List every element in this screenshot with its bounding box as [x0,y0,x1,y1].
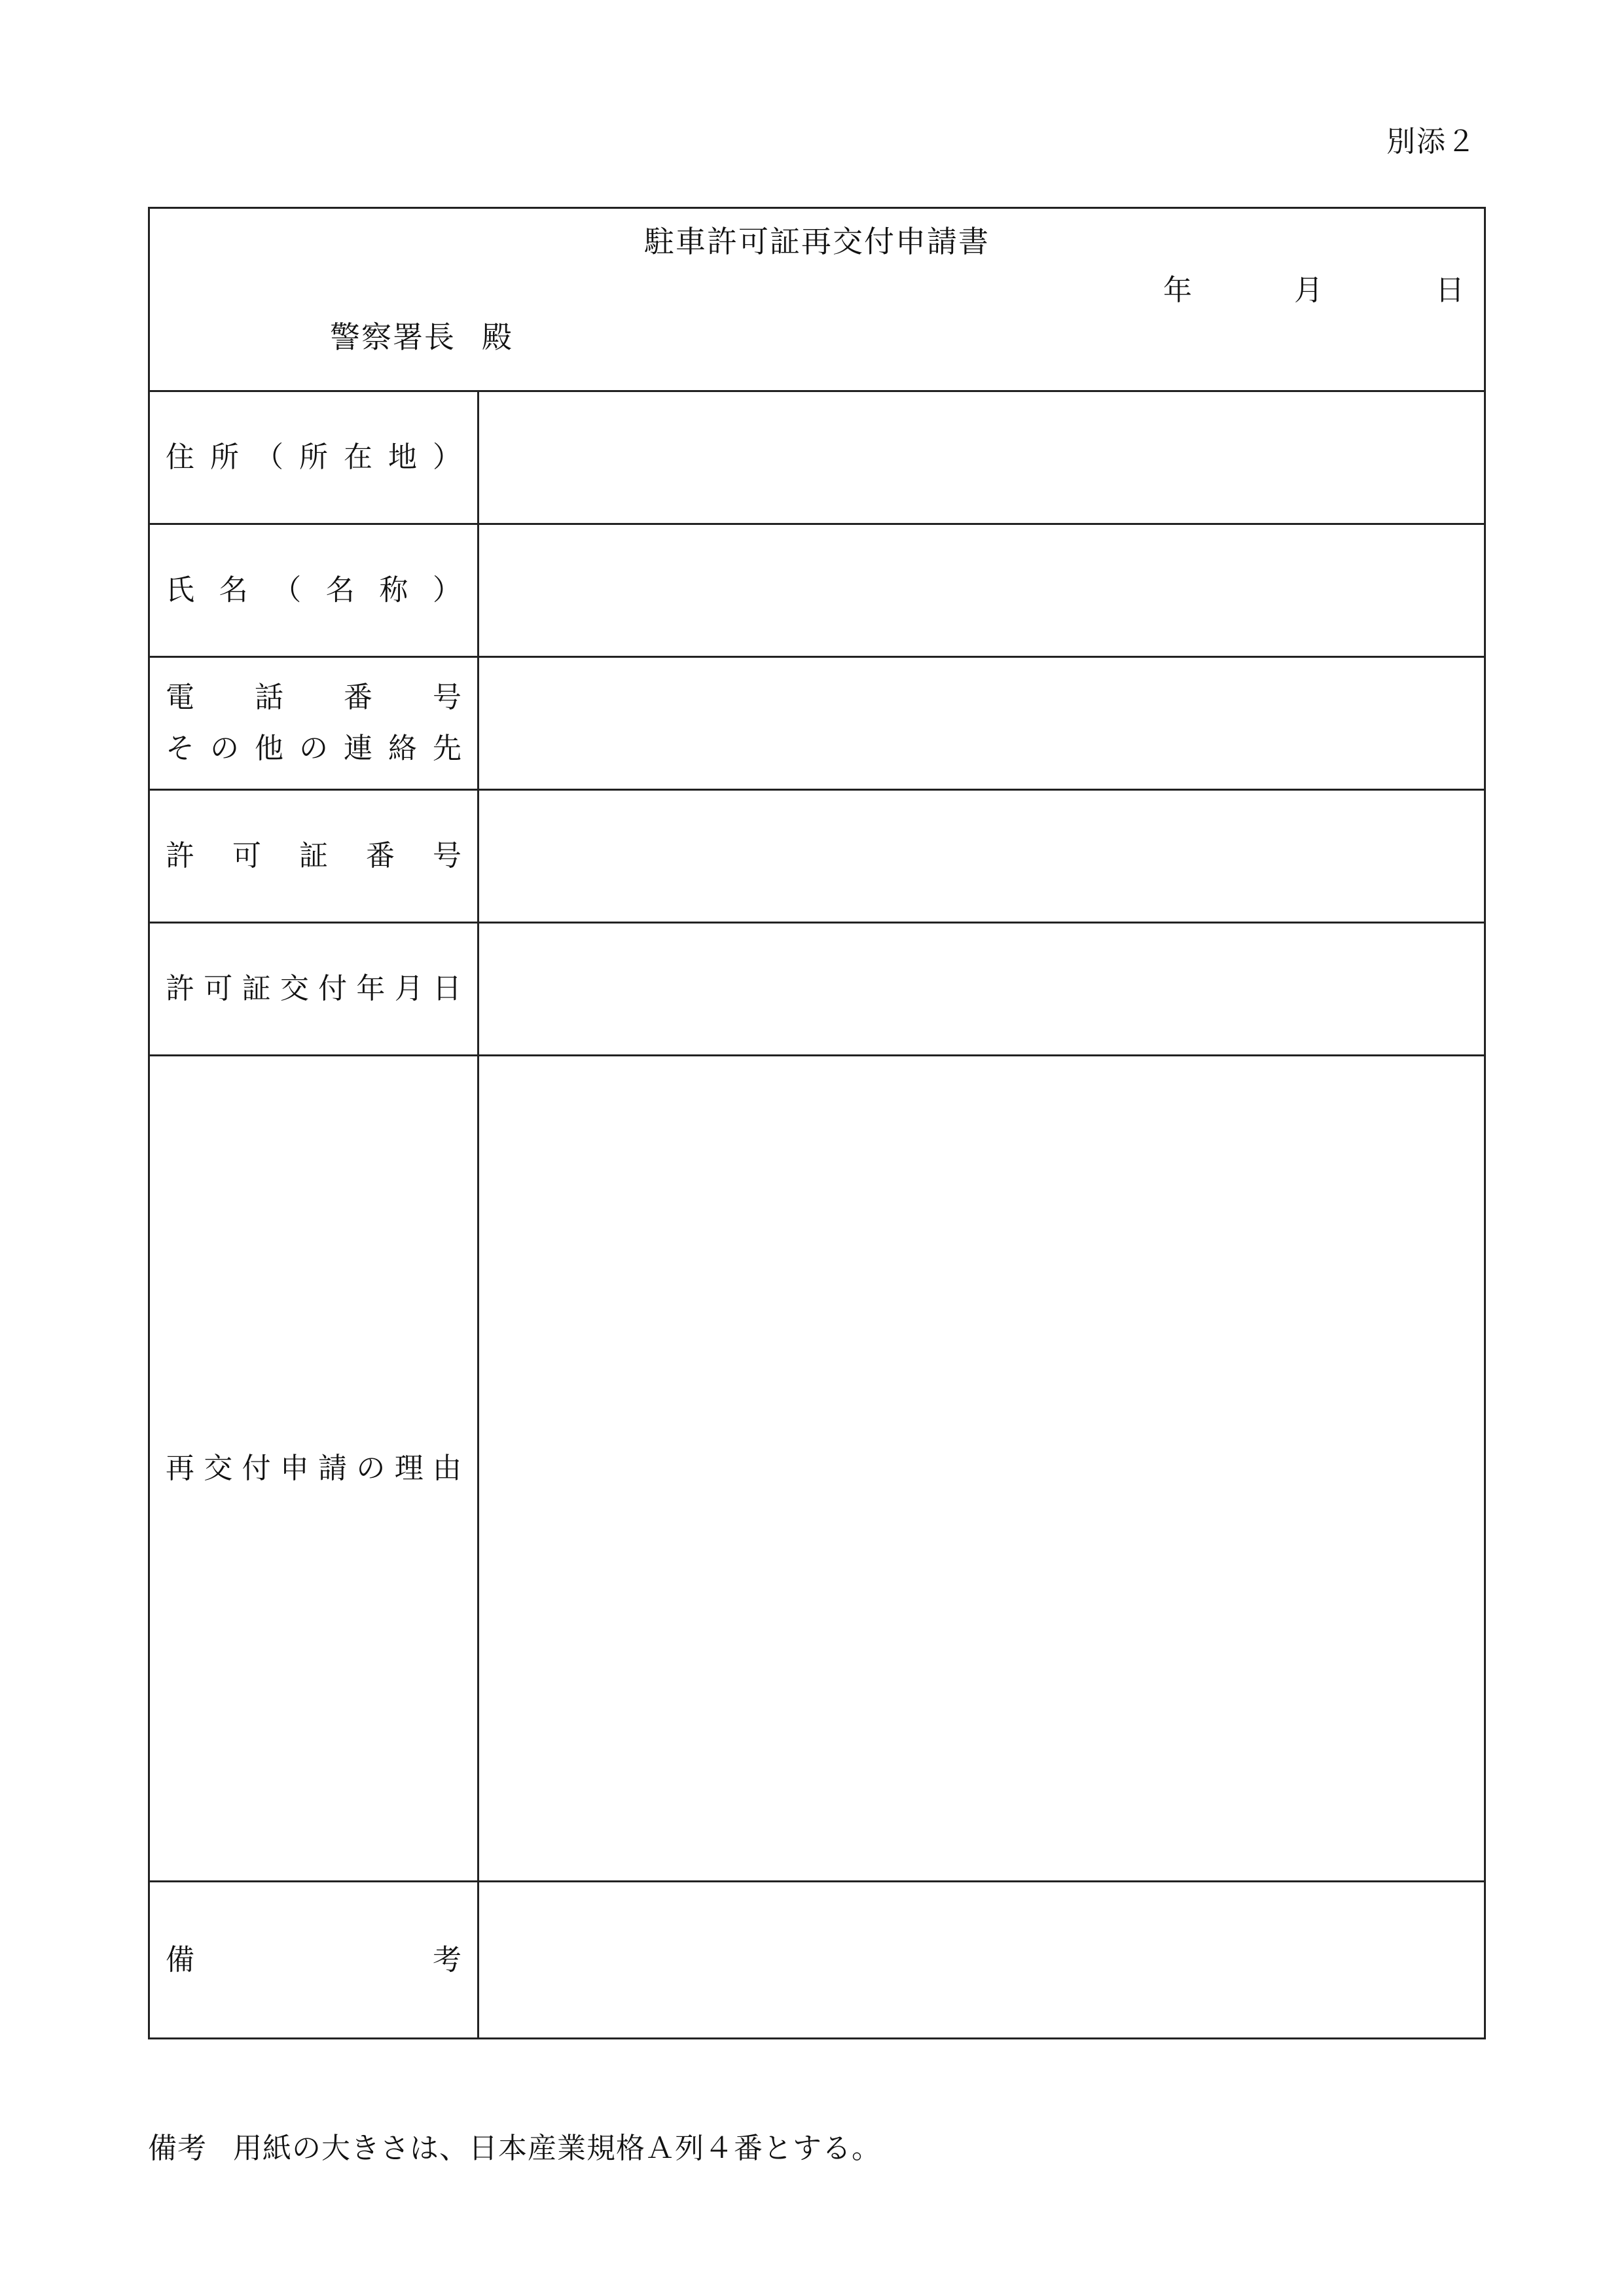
reason-row [150,1056,1484,1882]
address-field[interactable] [479,392,1484,523]
address-label-text: 住 所 （ 所 在 地 ） [166,440,461,474]
issue-date-label [150,924,479,1054]
footnote [148,2125,881,2166]
name-label-text: 氏 名 （ 名 称 ） [166,573,461,607]
date-year-label: 年 [1163,274,1192,307]
addressee-title: 警察署長 [330,319,456,355]
contact-label [150,658,479,789]
footnote-text: 用紙の大きさは、日本産業規格Ａ列４番とする。 [233,2132,881,2165]
date-line [1163,266,1464,306]
name-row [150,525,1484,658]
contact-field[interactable] [479,658,1484,789]
permit-number-label-text: 許 可 証 番 号 [166,839,461,872]
address-row [150,392,1484,525]
phone-label-text: 電 話 番 号 [166,681,461,714]
reason-label-text: 再 交 付 申 請 の 理 由 [166,1451,461,1485]
addressee-honorific: 殿 [482,319,513,355]
issue-date-field[interactable] [479,924,1484,1054]
date-month-label: 月 [1294,274,1323,307]
form-header [150,209,1484,392]
reason-label [150,1056,479,1880]
remarks-label [150,1882,479,2037]
footnote-heading: 備考 [148,2132,207,2165]
name-label [150,525,479,656]
other-contact-label-text: そ の 他 の 連 絡 先 [166,732,461,765]
remarks-row [150,1882,1484,2037]
issue-date-row [150,924,1484,1056]
reason-field[interactable] [479,1056,1484,1880]
attachment-label: 別添２ [1386,125,1477,158]
contact-row [150,658,1484,791]
remarks-field[interactable] [479,1882,1484,2037]
application-form [148,207,1486,2039]
issue-date-label-text: 許 可 証 交 付 年 月 日 [166,972,461,1005]
permit-number-row [150,791,1484,924]
addressee [330,314,513,357]
permit-number-label [150,791,479,922]
remarks-label-text: 備 考 [166,1943,461,1977]
date-day-label: 日 [1435,274,1464,307]
permit-number-field[interactable] [479,791,1484,922]
name-field[interactable] [479,525,1484,656]
address-label [150,392,479,523]
form-title: 駐車許可証再交付申請書 [644,224,990,259]
